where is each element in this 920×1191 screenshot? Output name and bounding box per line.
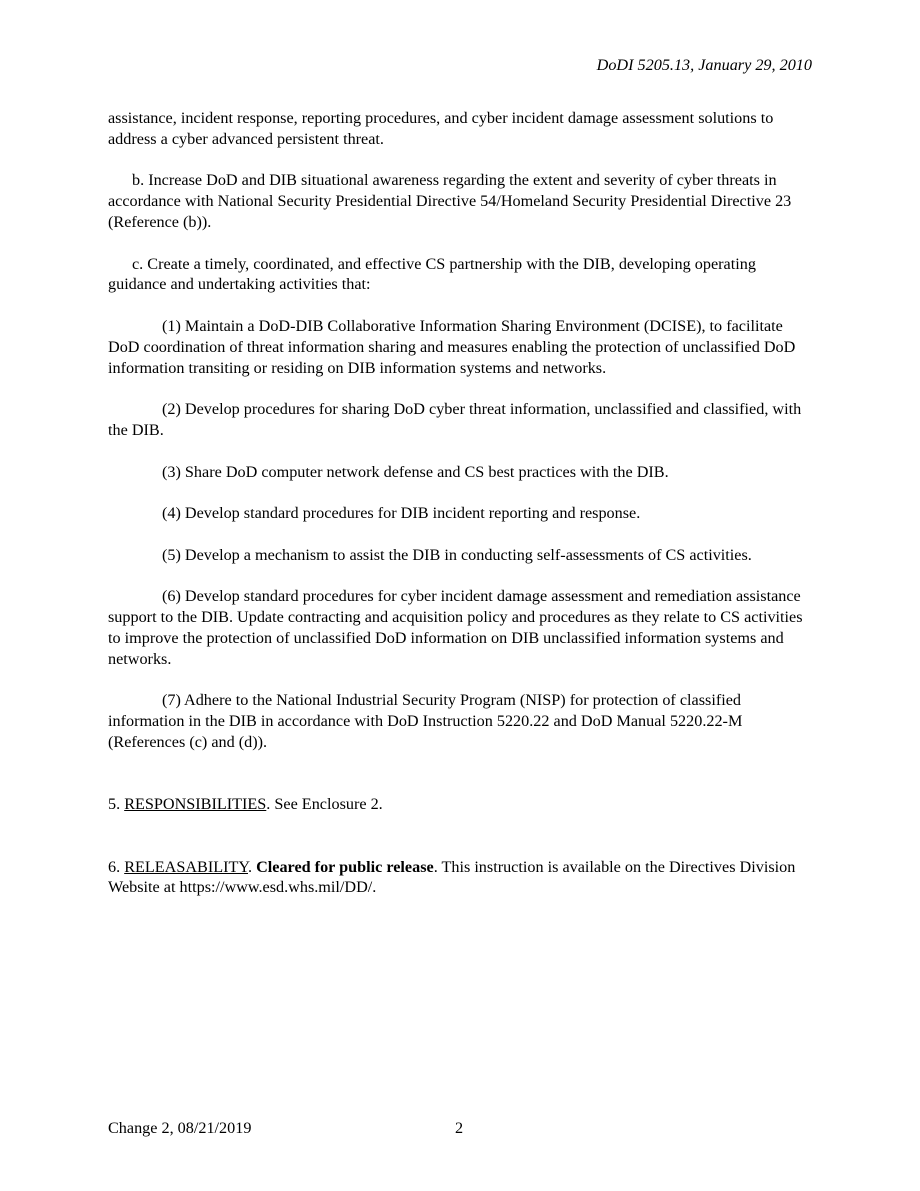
subparagraph-4: (4) Develop standard procedures for DIB incident reporting and response.	[162, 504, 641, 523]
section-5-number: 5.	[108, 795, 125, 814]
document-body	[108, 108, 814, 898]
paragraph-b: b. Increase DoD and DIB situational awareness regarding the extent and severity of cyber threats in accordance with National Security Presidential Directive 54/Homeland Security Presidential Directive 23 (Reference (b)).	[108, 171, 792, 231]
section-6-separator: .	[248, 857, 257, 876]
section-6-text: . This instruction is available on the Directives Division Website at https://www.esd.whs.mil/DD/.	[108, 857, 796, 897]
section-6-bold-text: Cleared for public release	[256, 857, 434, 876]
subparagraph-6: (6) Develop standard procedures for cyber incident damage assessment and remediation assistance support to the DIB. Update contracting and acquisition policy and procedures as they relate to CS activities to improve the protection of unclassified DoD information on DIB unclassified information systems and networks.	[108, 587, 803, 668]
continued-paragraph: assistance, incident response, reporting procedures, and cyber incident damage assessment solutions to address a cyber advanced persistent threat.	[108, 109, 774, 148]
subparagraph-3: (3) Share DoD computer network defense and CS best practices with the DIB.	[162, 462, 669, 481]
subparagraph-7: (7) Adhere to the National Industrial Security Program (NISP) for protection of classified information in the DIB in accordance with DoD Instruction 5220.22 and DoD Manual 5220.22-M (References (c) and (d)).	[108, 691, 743, 751]
section-6-number: 6.	[108, 857, 125, 876]
page-number: 2	[455, 1119, 464, 1137]
subparagraph-5: (5) Develop a mechanism to assist the DIB in conducting self-assessments of CS activities.	[162, 545, 752, 564]
subparagraph-1: (1) Maintain a DoD-DIB Collaborative Information Sharing Environment (DCISE), to facilitate DoD coordination of threat information sharing and measures enabling the protection of unclassified DoD information transiting or residing on DIB information systems and networks.	[108, 316, 796, 377]
section-5-title: RESPONSIBILITIES	[124, 795, 267, 814]
subparagraph-2: (2) Develop procedures for sharing DoD cyber threat information, unclassified and classified, with the DIB.	[108, 400, 802, 439]
section-5-text: . See Enclosure 2.	[266, 795, 383, 814]
section-6-title: RELEASABILITY	[124, 857, 248, 876]
document-header: DoDI 5205.13, January 29, 2010	[596, 56, 812, 74]
paragraph-c: c. Create a timely, coordinated, and effective CS partnership with the DIB, developing operating guidance and undertaking activities that:	[108, 254, 756, 294]
section-5-responsibilities	[108, 794, 814, 815]
footer-change-note: Change 2, 08/21/2019	[108, 1119, 252, 1137]
section-6-releasability	[108, 857, 814, 899]
